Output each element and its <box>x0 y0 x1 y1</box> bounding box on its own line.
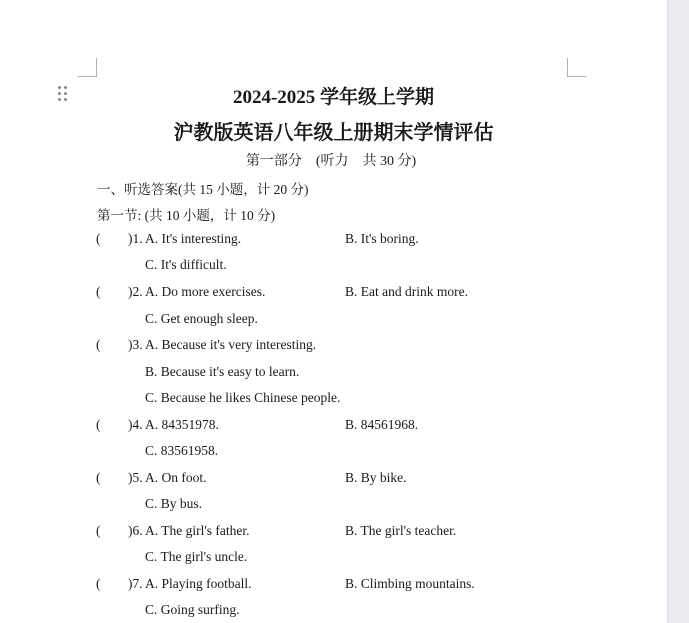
answer-blank-open: ( <box>96 231 101 246</box>
option-a: A. On foot. <box>145 470 207 485</box>
question-number: )7. <box>128 576 143 591</box>
option-b: B. By bike. <box>345 470 407 485</box>
part-heading: 第一部分 (听力 共 30 分) <box>245 154 417 169</box>
option-c: C. 83561958. <box>145 443 219 458</box>
option-a: A. It's interesting. <box>145 231 242 246</box>
answer-blank-open: ( <box>96 576 101 591</box>
answer-blank-open: ( <box>96 470 101 485</box>
section-heading: 一、听选答案(共 15 小题，计 20 分) <box>97 182 309 197</box>
option-a: A. 84351978. <box>145 417 219 432</box>
question-number: )4. <box>128 417 143 432</box>
option-b: B. Climbing mountains. <box>345 576 475 591</box>
option-c: C. Get enough sleep. <box>145 311 258 326</box>
question-6 <box>0 523 667 549</box>
option-c: C. The girl's uncle. <box>145 549 248 564</box>
question-5 <box>0 470 667 496</box>
question-number: )5. <box>128 470 143 485</box>
page-title: 2024-2025 学年级上学期 <box>232 87 435 108</box>
page-subtitle: 沪教版英语八年级上册期末学情评估 <box>173 122 494 144</box>
answer-blank-open: ( <box>96 337 101 352</box>
option-c: C. It's difficult. <box>145 257 227 272</box>
answer-blank-open: ( <box>96 417 101 432</box>
margin-corner-top-right <box>567 58 586 77</box>
option-b: B. Eat and drink more. <box>345 284 468 299</box>
option-b: B. It's boring. <box>345 231 419 246</box>
option-a: A. Playing football. <box>145 576 252 591</box>
option-c: C. Because he likes Chinese people. <box>145 390 341 405</box>
option-a: A. The girl's father. <box>145 523 250 538</box>
option-a: A. Because it's very interesting. <box>145 337 317 352</box>
option-b: B. Because it's easy to learn. <box>145 364 300 379</box>
answer-blank-open: ( <box>96 523 101 538</box>
subsection-heading: 第一节: (共 10 小题，计 10 分) <box>97 208 276 223</box>
option-b: B. 84561968. <box>345 417 419 432</box>
question-2 <box>0 284 667 310</box>
question-4 <box>0 417 667 443</box>
question-number: )3. <box>128 337 143 352</box>
question-7 <box>0 576 667 602</box>
vertical-scrollbar[interactable] <box>667 0 689 623</box>
answer-blank-open: ( <box>96 284 101 299</box>
option-c: C. By bus. <box>145 496 203 511</box>
question-number: )2. <box>128 284 143 299</box>
question-number: )6. <box>128 523 143 538</box>
question-number: )1. <box>128 231 143 246</box>
question-3 <box>0 337 667 363</box>
margin-corner-top-left <box>78 58 97 77</box>
option-a: A. Do more exercises. <box>145 284 266 299</box>
question-1 <box>0 231 667 257</box>
option-b: B. The girl's teacher. <box>345 523 457 538</box>
option-c: C. Going surfing. <box>145 602 240 617</box>
